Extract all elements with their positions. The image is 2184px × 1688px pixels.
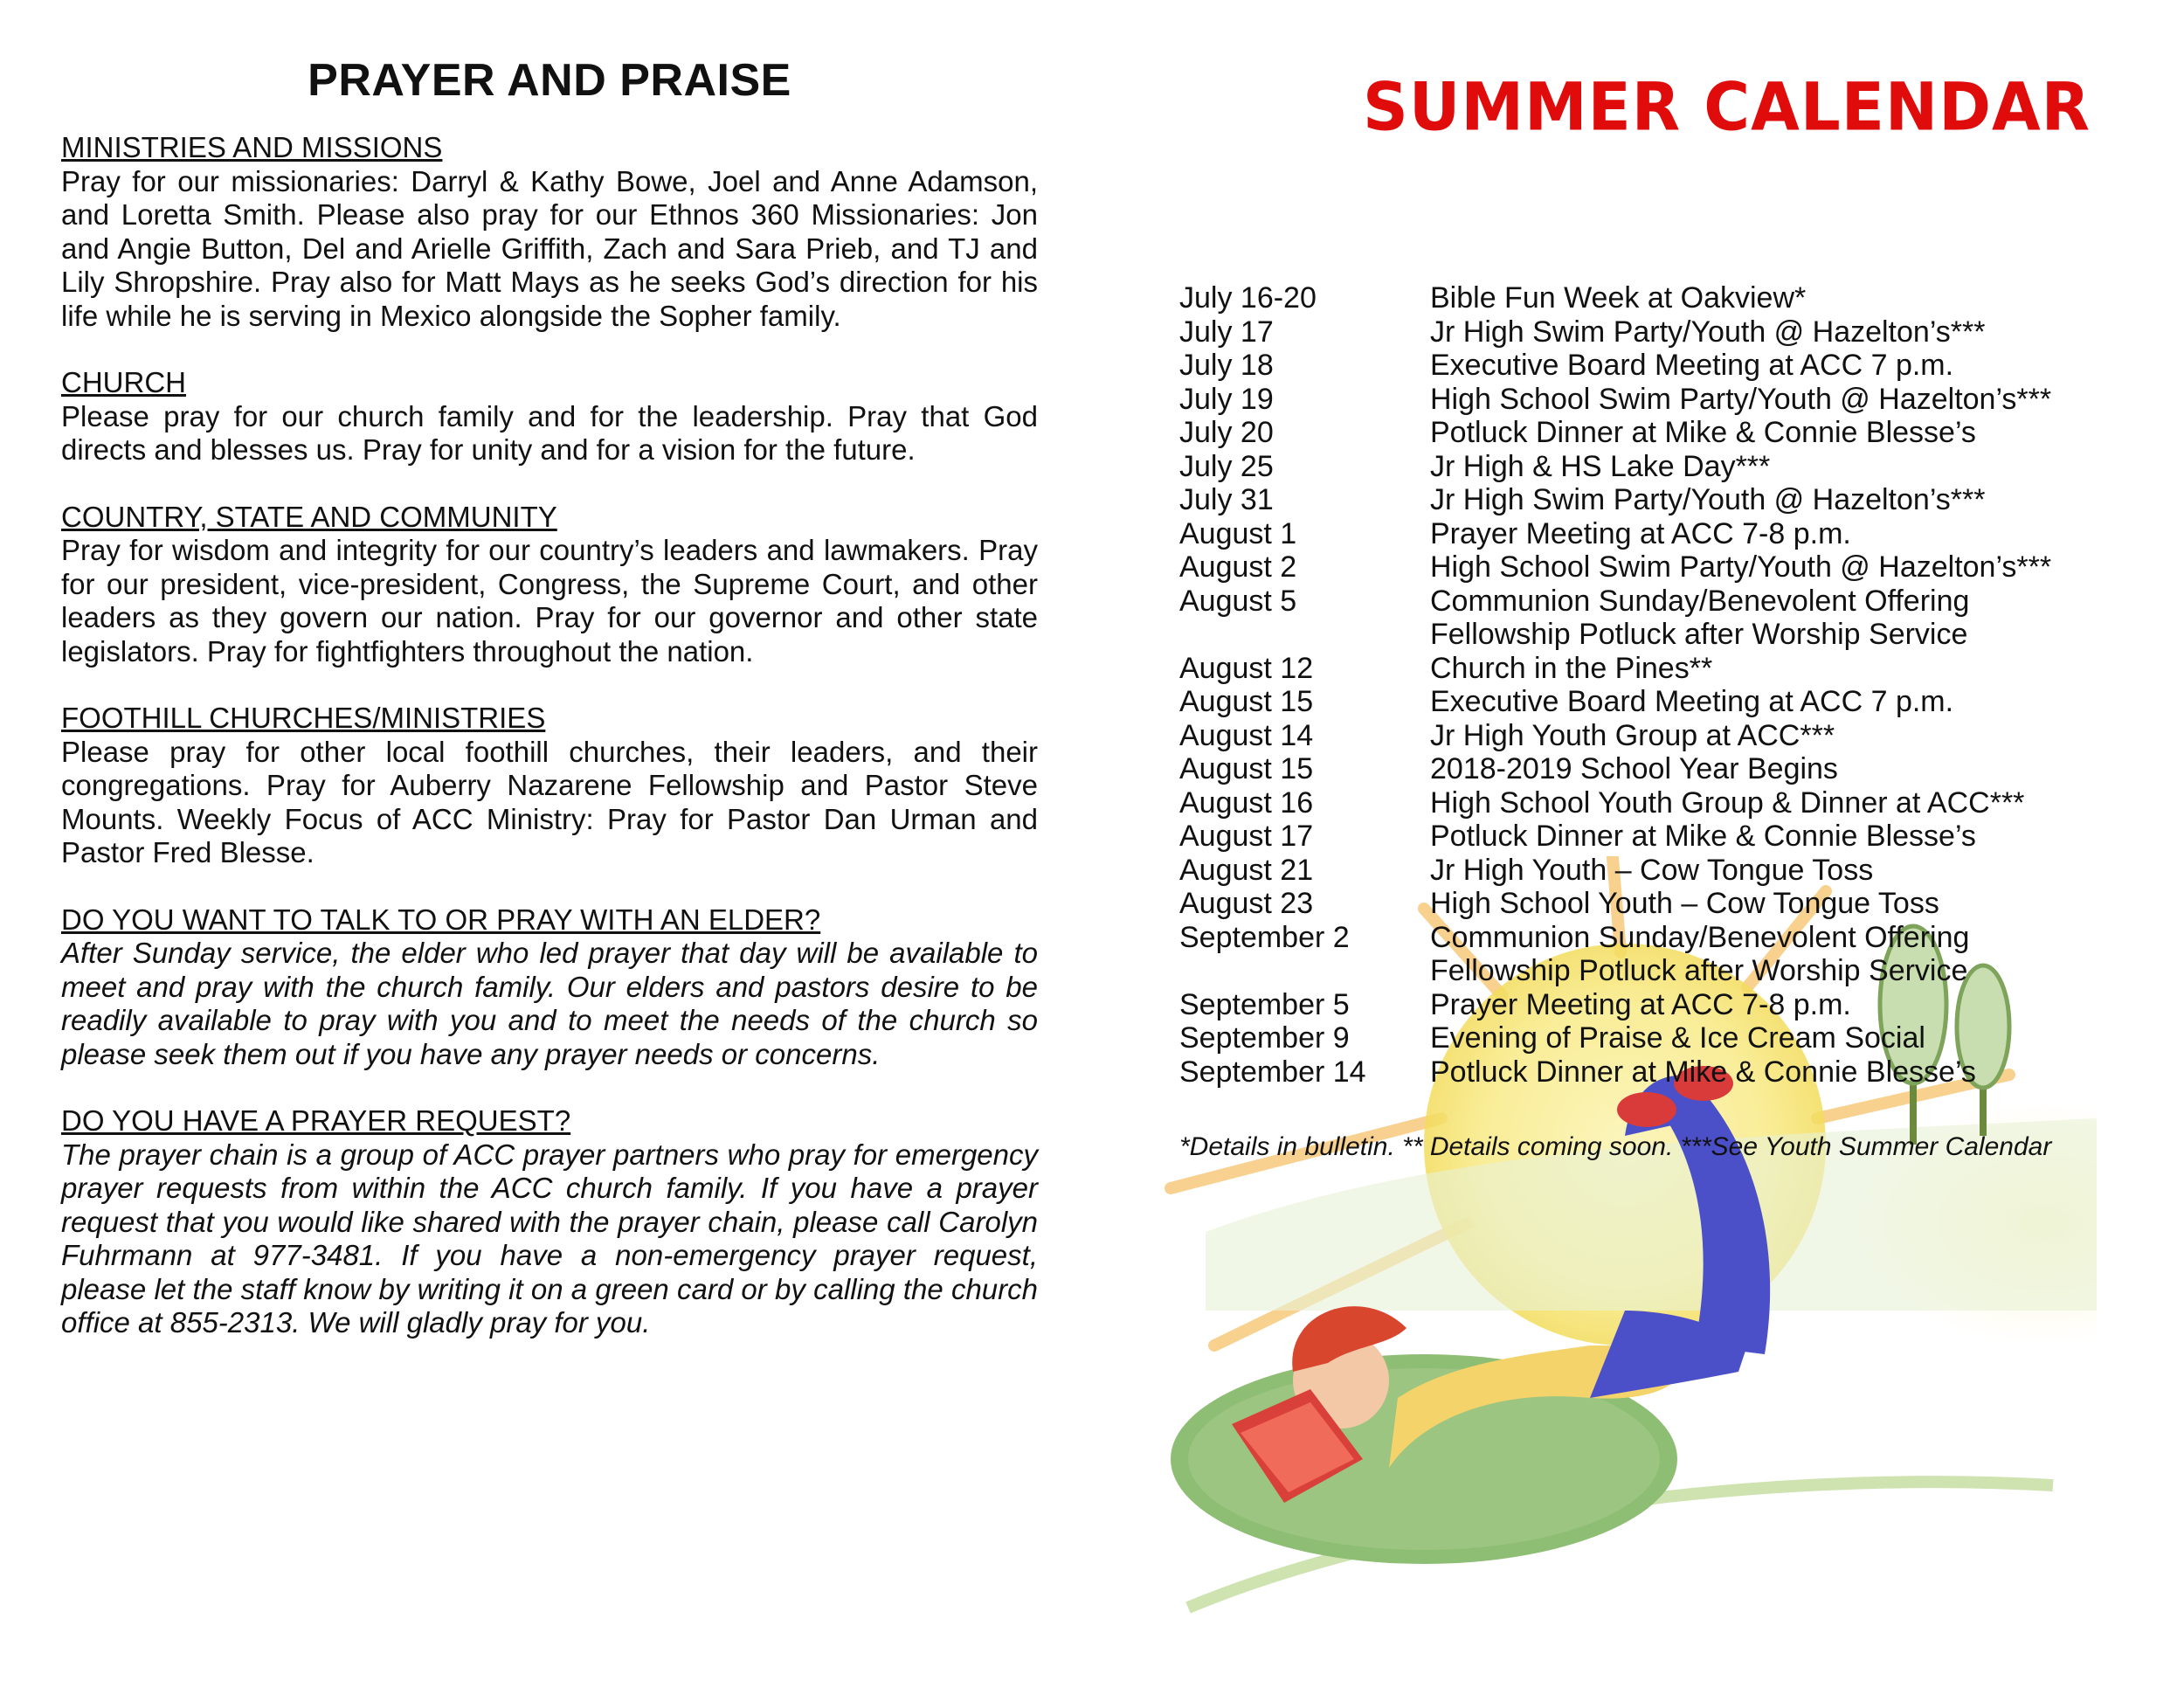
- section-church: [61, 366, 1038, 467]
- section-heading: DO YOU HAVE A PRAYER REQUEST?: [61, 1104, 571, 1137]
- event-name: Prayer Meeting at ACC 7-8 p.m.: [1430, 516, 1851, 550]
- event-date: July 25: [1179, 449, 1274, 483]
- event-name: Jr High & HS Lake Day***: [1430, 449, 1771, 483]
- section-body: After Sunday service, the elder who led prayer that day will be available to meet and pray with the church family. Our elders and pastors desire to be readily available to pray with you and to meet the needs of the church so please seek them out if you have any prayer needs or concerns.: [61, 937, 1038, 1070]
- event-name: Potluck Dinner at Mike & Connie Blesse’s: [1430, 1055, 1976, 1089]
- calendar-event: [1179, 988, 2167, 1022]
- section-elder: [61, 903, 1038, 1072]
- event-date: August 15: [1179, 685, 1314, 718]
- event-date: August 5: [1179, 584, 1297, 618]
- event-date: August 12: [1179, 651, 1314, 685]
- event-name: Executive Board Meeting at ACC 7 p.m.: [1430, 349, 1954, 382]
- calendar-title: SUMMER CALENDAR: [1363, 67, 2091, 146]
- event-date: September 9: [1179, 1021, 1350, 1055]
- event-date: July 16-20: [1179, 281, 1317, 315]
- event-date: August 21: [1179, 853, 1314, 887]
- calendar-event: [1179, 483, 2167, 517]
- calendar-event: [1179, 752, 2167, 786]
- calendar-event: [1179, 383, 2167, 417]
- calendar-event: [1179, 921, 2167, 955]
- event-date: July 17: [1179, 315, 1274, 349]
- section-heading: MINISTRIES AND MISSIONS: [61, 131, 443, 163]
- event-date: [1179, 954, 1430, 988]
- event-name: 2018-2019 School Year Begins: [1430, 752, 1838, 785]
- section-prayer-request: [61, 1104, 1038, 1340]
- event-date: August 15: [1179, 752, 1314, 785]
- calendar-event: [1179, 517, 2167, 551]
- calendar-event: [1179, 1021, 2167, 1055]
- calendar-event: [1179, 786, 2167, 820]
- event-name: Prayer Meeting at ACC 7-8 p.m.: [1430, 987, 1851, 1021]
- event-date: July 18: [1179, 349, 1274, 382]
- event-date: July 20: [1179, 416, 1274, 449]
- section-heading: FOOTHILL CHURCHES/MINISTRIES: [61, 702, 546, 734]
- section-country: [61, 501, 1038, 669]
- event-name: High School Swim Party/Youth @ Hazelton’s***: [1430, 382, 2052, 416]
- event-name: Communion Sunday/Benevolent Offering: [1430, 920, 1970, 954]
- event-name: Jr High Youth Group at ACC***: [1430, 718, 1835, 752]
- section-ministries: [61, 131, 1038, 333]
- event-name: Bible Fun Week at Oakview*: [1430, 281, 1807, 315]
- calendar-event: [1179, 685, 2167, 719]
- event-date: August 2: [1179, 550, 1297, 584]
- section-body: Pray for our missionaries: Darryl & Kathy Bowe, Joel and Anne Adamson, and Loretta Smith. Please also pray for our Ethnos 360 Missionaries: Jon and Angie Button, Del and Arielle Griffith, Zach and Sara Prieb, and TJ and Lily Shropshire. Pray also for Matt Mays as he seeks God’s direction for his life while he is serving in Mexico alongside the Sopher family.: [61, 164, 1038, 332]
- calendar-event: [1179, 349, 2167, 383]
- calendar-event: [1179, 820, 2167, 854]
- event-name: Evening of Praise & Ice Cream Social: [1430, 1021, 1925, 1055]
- section-heading: COUNTRY, STATE AND COMMUNITY: [61, 500, 557, 533]
- calendar-event: [1179, 416, 2167, 450]
- event-date: August 23: [1179, 887, 1314, 920]
- event-name: Jr High Swim Party/Youth @ Hazelton’s***: [1430, 483, 1986, 516]
- event-name: High School Youth Group & Dinner at ACC***: [1430, 785, 2025, 820]
- calendar-event: [1179, 585, 2167, 619]
- calendar-event: [1179, 550, 2167, 585]
- event-name: High School Swim Party/Youth @ Hazelton’s***: [1430, 550, 2052, 584]
- section-foothill: [61, 702, 1038, 870]
- event-date: September 5: [1179, 987, 1350, 1021]
- calendar-event: [1179, 954, 2167, 988]
- event-name: Potluck Dinner at Mike & Connie Blesse’s: [1430, 416, 1976, 449]
- calendar-event: [1179, 719, 2167, 753]
- calendar-event: [1179, 281, 2167, 315]
- event-name: Potluck Dinner at Mike & Connie Blesse’s: [1430, 820, 1976, 853]
- section-heading: CHURCH: [61, 366, 186, 398]
- event-date: August 16: [1179, 785, 1314, 820]
- event-date: July 31: [1179, 483, 1274, 516]
- section-body: Please pray for our church family and for the leadership. Pray that God directs and blesses us. Pray for unity and for a vision for the future.: [61, 399, 1038, 466]
- page-title: PRAYER AND PRAISE: [308, 55, 791, 106]
- event-name: Jr High Swim Party/Youth @ Hazelton’s***: [1430, 315, 1986, 349]
- event-date: July 19: [1179, 382, 1274, 416]
- calendar-event: [1179, 887, 2167, 921]
- calendar-event: [1179, 315, 2167, 349]
- event-name: Executive Board Meeting at ACC 7 p.m.: [1430, 685, 1954, 718]
- calendar-event: [1179, 854, 2167, 888]
- event-name: High School Youth – Cow Tongue Toss: [1430, 887, 1939, 920]
- section-body: Pray for wisdom and integrity for our country’s leaders and lawmakers. Pray for our president, vice-president, Congress, the Supreme Court, and other leaders as they govern our nation. Pray for our governor and other state legislators. Pray for fightfighters throughout the nation.: [61, 534, 1038, 668]
- event-name: Jr High Youth – Cow Tongue Toss: [1430, 853, 1874, 887]
- event-date: August 14: [1179, 718, 1314, 752]
- event-date: August 1: [1179, 516, 1297, 550]
- event-date: September 2: [1179, 920, 1350, 954]
- section-body: Please pray for other local foothill churches, their leaders, and their congregations. Pray for Auberry Nazarene Fellowship and Pastor Steve Mounts. Weekly Focus of ACC Ministry: Pray for Pastor Dan Urman and Pastor Fred Blesse.: [61, 735, 1038, 868]
- event-name: Communion Sunday/Benevolent Offering: [1430, 584, 1970, 618]
- section-body: The prayer chain is a group of ACC prayer partners who pray for emergency prayer requests from within the ACC church family. If you have a prayer request that you would like shared with the prayer chain, please call Carolyn Fuhrmann at 977-3481. If you have a non-emergency prayer request, please let the staff know by writing it on a green card or by calling the church office at 855-2313. We will gladly pray for you.: [61, 1138, 1038, 1339]
- calendar-event: [1179, 450, 2167, 484]
- prayer-and-praise-column: [61, 54, 1038, 1373]
- event-date: [1179, 618, 1430, 652]
- event-date: August 17: [1179, 820, 1314, 853]
- event-name: Fellowship Potluck after Worship Service: [1430, 618, 1968, 651]
- calendar-event: [1179, 618, 2167, 652]
- calendar-event: [1179, 1055, 2167, 1090]
- section-heading: DO YOU WANT TO TALK TO OR PRAY WITH AN ELDER?: [61, 903, 821, 936]
- calendar-footnote: *Details in bulletin. ** Details coming soon. ***See Youth Summer Calendar: [1179, 1132, 2052, 1161]
- calendar-list: [1179, 281, 2167, 1089]
- calendar-event: [1179, 652, 2167, 686]
- event-name: Fellowship Potluck after Worship Service: [1430, 954, 1968, 987]
- event-name: Church in the Pines**: [1430, 651, 1713, 685]
- event-date: September 14: [1179, 1055, 1366, 1089]
